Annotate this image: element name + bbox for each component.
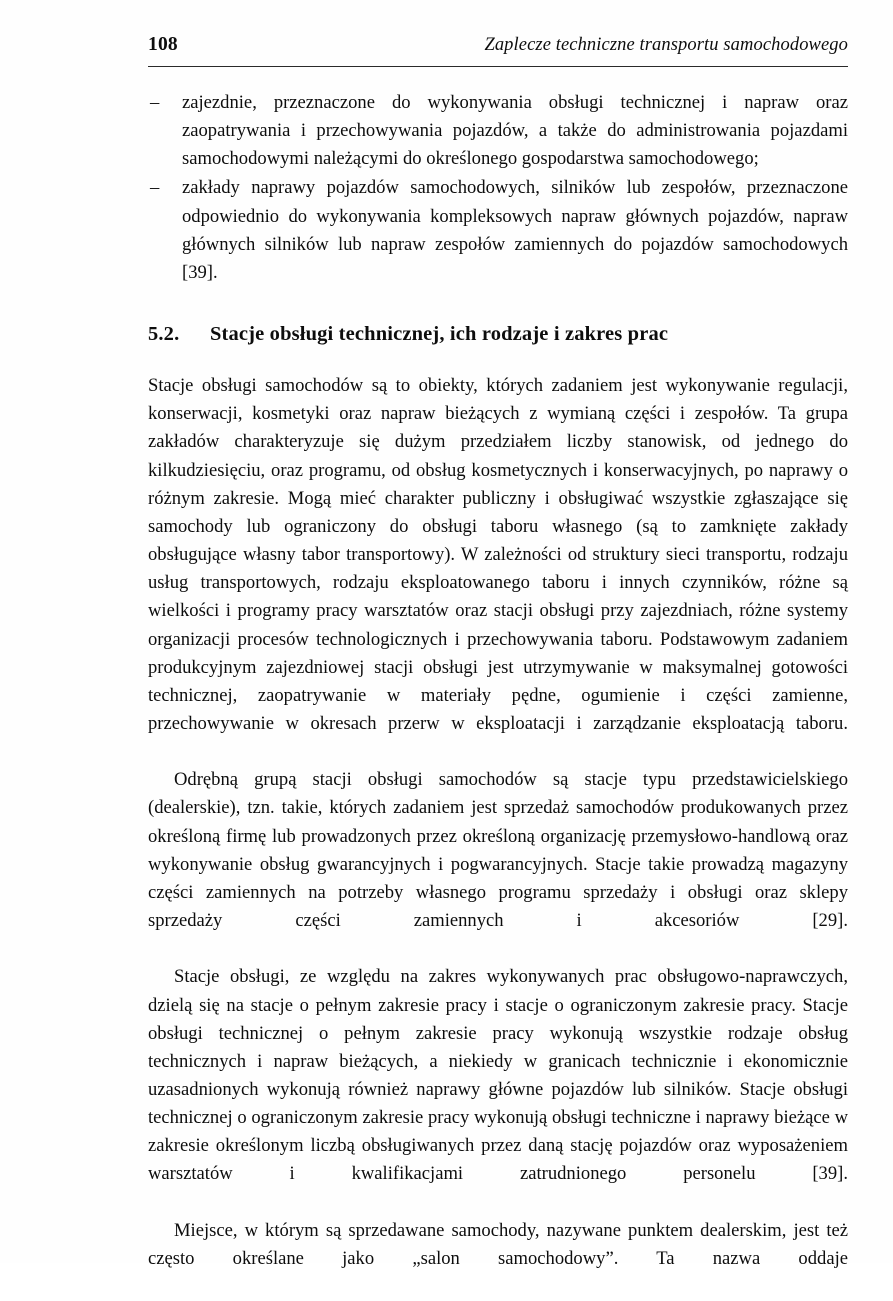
dash-marker-icon: – [150, 92, 160, 113]
running-head [148, 34, 848, 64]
list-item-text: zajezdnie, przeznaczone do wykonywania obsługi technicznej i napraw oraz zaopatrywania i przechowywania pojazdów, a także do administrowania pojazdami samochodowymi należącymi do określonego gospodarstwa samochodowego; [182, 92, 848, 170]
dash-marker-icon: – [150, 177, 160, 199]
paragraph: Stacje obsługi samochodów są to obiekty, których zadaniem jest wykonywanie regulacji, konserwacji, kosmetyki oraz napraw bieżących z wymianą części i zespołów. Ta grupa zakładów charakteryzuje się dużym przedziałem liczby stanowisk, od jednego do kilkudziesięciu, oraz programu, od obsług kosmetycznych i konserwacyjnych, po naprawy o różnym zakresie. Mogą mieć charakter publiczny i obsługiwać wszystkie zgłaszające się samochody lub ograniczony do obsługi taboru własnego (są to zamknięte zakłady obsługujące własny tabor transportowy). W zależności od struktury sieci transportu, rodzaju usług transportowych, rodzaju eksploatowanego taboru i innych czynników, różne są wielkości i programy pracy warsztatów oraz stacji obsługi przy zajezdniach, różne systemy organizacji procesów technologicznych i przechowywania taboru. Podstawowym zadaniem produkcyjnym zajezdniowej stacji obsługi jest utrzymywanie w maksymalnej gotowości technicznej, zaopatrywanie w materiały pędne, ogumienie i części zamienne, przechowywanie w okresach przerw w eksploatacji i zarządzanie eksploatacją taboru. [148, 375, 848, 734]
list-item [148, 89, 848, 173]
page-number: 108 [148, 34, 178, 55]
section-number: 5.2. [148, 323, 180, 346]
paragraph: Miejsce, w którym są sprzedawane samochody, nazywane punktem dealerskim, jest też często określane jako „salon samochodowy”. Ta nazwa oddaje [148, 1219, 848, 1269]
section-title: Stacje obsługi technicznej, ich rodzaje i zakres prac [210, 323, 669, 346]
list-item [148, 174, 848, 287]
list-item-text: zakłady naprawy pojazdów samochodowych, silników lub zespołów, przeznaczone odpowiednio do wykonywania kompleksowych napraw głównych pojazdów, napraw głównych silników lub napraw zespołów zamiennych do pojazdów samochodowych [39]. [182, 177, 848, 283]
section-heading [148, 323, 848, 346]
header-rule [148, 66, 848, 67]
page-content [148, 34, 848, 1301]
paragraph: Odrębną grupą stacji obsługi samochodów są stacje typu przedstawicielskiego (dealerskie), tzn. takie, których zadaniem jest sprzedaż samochodów produkowanych przez określoną firmę lub prowadzonych przez określoną organizację przemysłowo-handlową oraz wykonywanie obsług gwarancyjnych i pogwarancyjnych. Stacje takie prowadzą magazyny części zamiennych na potrzeby własnego programu sprzedaży i obsługi oraz sklepy sprzedaży części zamiennych i akcesoriów [29]. [148, 769, 848, 932]
dash-list [148, 89, 848, 287]
running-title: Zaplecze techniczne transportu samochodowego [484, 35, 848, 55]
paragraph: Stacje obsługi, ze względu na zakres wykonywanych prac obsługowo-naprawczych, dzielą się na stacje o pełnym zakresie pracy i stacje o ograniczonym zakresie pracy. Stacje obsługi technicznej o pełnym zakresie pracy wykonują wszystkie rodzaje obsług technicznych i napraw bieżących, a niekiedy w granicach technicznie i ekonomicznie uzasadnionych wykonują również naprawy główne pojazdów lub silników. Stacje obsługi technicznej o ograniczonym zakresie pracy wykonują obsługi techniczne i naprawy bieżące w zakresie określonym liczbą obsługiwanych przez daną stację pojazdów oraz wyposażeniem warsztatów i kwalifikacjami zatrudnionego personelu [39]. [148, 966, 848, 1185]
